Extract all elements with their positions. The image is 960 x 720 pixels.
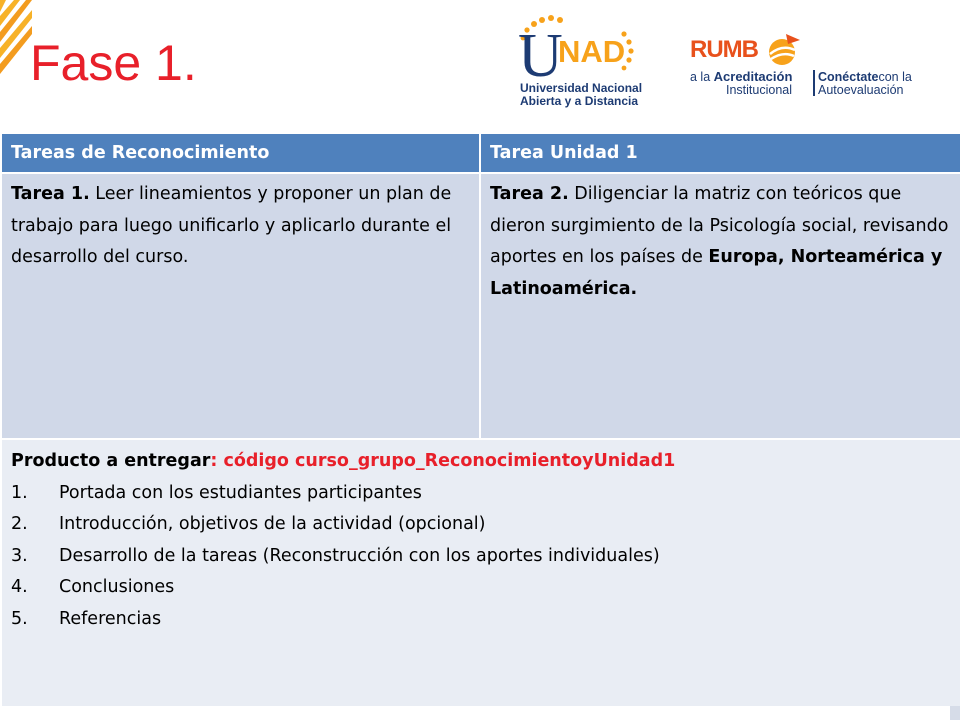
rumbo-conla: con la xyxy=(878,70,912,84)
header-recognition-tasks: Tareas de Reconocimiento xyxy=(2,134,479,172)
unad-subtitle-line1: Universidad Nacional xyxy=(520,81,643,95)
product-colon: : xyxy=(210,451,224,471)
svg-text:U: U xyxy=(518,22,563,84)
list-item xyxy=(11,478,950,510)
product-heading xyxy=(11,446,950,478)
svg-text:NAD: NAD xyxy=(558,34,626,69)
list-item-number: 1. xyxy=(11,482,28,503)
list-item-text: Desarrollo de la tareas (Reconstrucción con los aportes individuales) xyxy=(59,545,660,566)
task1-label: Tarea 1. xyxy=(11,184,90,204)
task2-label: Tarea 2. xyxy=(490,184,569,204)
task2-cell xyxy=(481,174,960,438)
corner-stripes-decoration xyxy=(0,0,32,75)
list-item-number: 4. xyxy=(11,577,28,597)
list-item xyxy=(11,572,950,604)
slide-title: Fase 1. xyxy=(30,35,197,91)
list-item-text: Portada con los estudiantes participantes xyxy=(59,482,422,503)
list-item xyxy=(11,509,950,541)
list-item-text: Conclusiones xyxy=(59,577,175,597)
product-code: código curso_grupo_ReconocimientoyUnidad1 xyxy=(223,451,676,471)
rumbo-separator xyxy=(813,70,815,96)
task1-text: Leer lineamientos y proponer un plan de trabajo para luego unificarlo y aplicarlo durante el desarrollo del curso. xyxy=(11,184,452,267)
product-label: Producto a entregar xyxy=(11,451,211,471)
rumbo-accreditation: Acreditación xyxy=(713,69,793,84)
list-item-number: 3. xyxy=(11,545,28,566)
rumbo-institutional: Institucional xyxy=(726,83,793,97)
rumbo-wordmark: RUMB xyxy=(690,36,758,63)
task1-cell xyxy=(2,174,479,438)
deliverables-list xyxy=(11,478,950,636)
header-unit1-task: Tarea Unidad 1 xyxy=(481,134,960,172)
rumbo-connect-line xyxy=(818,70,912,84)
list-item-number: 2. xyxy=(11,514,28,534)
rumbo-prefix: a la xyxy=(690,70,714,84)
list-item-text: Referencias xyxy=(59,608,162,629)
list-item-text: Introducción, objetivos de la actividad (opcional) xyxy=(59,514,486,534)
tasks-table xyxy=(2,134,960,706)
rumbo-selfevaluation: Autoevaluación xyxy=(818,83,904,97)
unad-logo xyxy=(516,14,643,108)
product-cell xyxy=(2,440,960,706)
unad-subtitle-line2: Abierta y a Distancia xyxy=(520,94,639,108)
list-item xyxy=(11,604,950,636)
list-item-number: 5. xyxy=(11,608,28,629)
rumbo-globe-icon xyxy=(766,32,802,68)
rumbo-connect: Conéctate xyxy=(818,70,879,84)
task2-text: Diligenciar la matriz con teóricos que dieron surgimiento de la Psicología social, revisando aportes en los países de xyxy=(490,184,949,267)
task2-regions: Europa, Norteamérica y Latinoamérica. xyxy=(490,247,943,299)
rumbo-accreditation-logo xyxy=(688,32,930,98)
unad-mark-icon xyxy=(516,14,640,84)
rumbo-line1 xyxy=(690,70,792,84)
list-item xyxy=(11,541,950,573)
